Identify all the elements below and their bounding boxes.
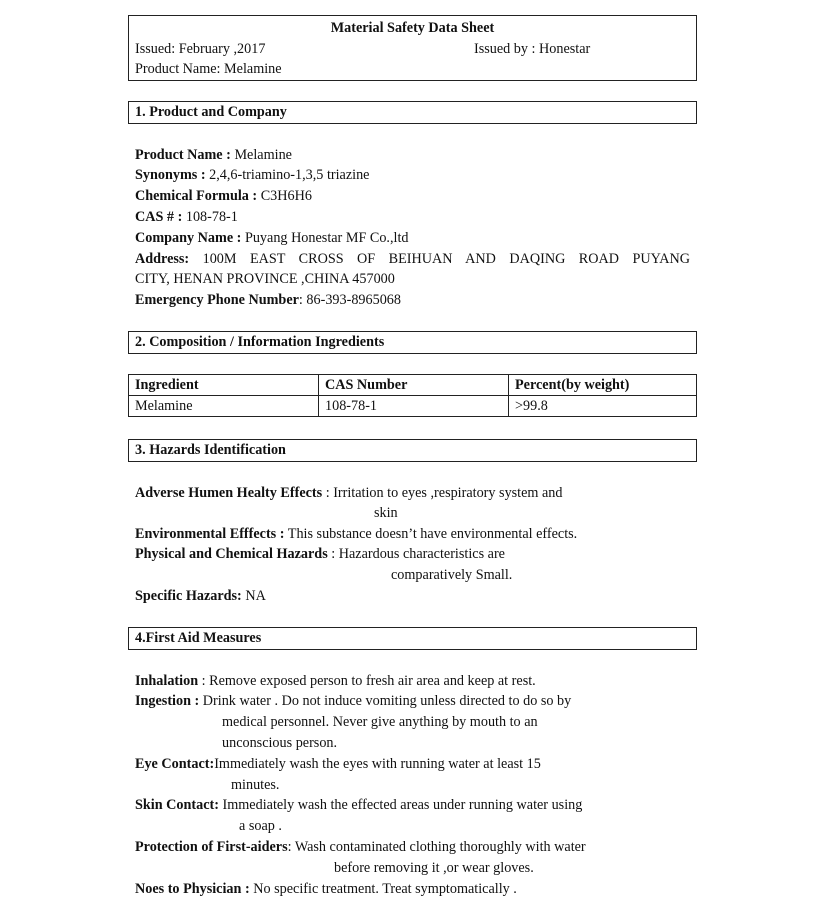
- emergency-phone-line: Emergency Phone Number: 86-393-8965068: [135, 292, 401, 308]
- product-name-line: Product Name : Melamine: [135, 147, 292, 163]
- adverse-effects-continuation: skin: [374, 505, 398, 521]
- chemical-formula-line: Chemical Formula : C3H6H6: [135, 188, 312, 204]
- company-name-line: Company Name : Puyang Honestar MF Co.,ltd: [135, 230, 409, 246]
- specific-hazards-line: Specific Hazards: NA: [135, 588, 266, 604]
- eye-contact-line: Eye Contact:Immediately wash the eyes with running water at least 15: [135, 756, 541, 772]
- table-row: [129, 396, 697, 417]
- column-cas-number: CAS Number: [319, 375, 509, 396]
- cell-percent: >99.8: [509, 396, 697, 417]
- cell-cas-number: 108-78-1: [319, 396, 509, 417]
- address-line: Address: 100M EAST CROSS OF BEIHUAN AND DAQING ROAD PUYANG: [135, 251, 691, 267]
- cell-ingredient: Melamine: [129, 396, 319, 417]
- synonyms-line: Synonyms : 2,4,6-triamino-1,3,5 triazine: [135, 167, 370, 183]
- skin-contact-continuation: a soap .: [239, 818, 282, 834]
- table-header-row: [129, 375, 697, 396]
- environmental-effects-line: Environmental Efffects : This substance doesn’t have environmental effects.: [135, 526, 578, 542]
- adverse-effects-line: Adverse Humen Healty Effects : Irritation to eyes ,respiratory system and: [135, 485, 563, 501]
- issued-date: Issued: February ,2017: [135, 41, 266, 57]
- section-4-heading: 4.First Aid Measures: [135, 630, 262, 646]
- skin-contact-line: Skin Contact: Immediately wash the effected areas under running water using: [135, 797, 583, 813]
- physical-chemical-hazards-line: Physical and Chemical Hazards : Hazardous characteristics are: [135, 546, 505, 562]
- physical-chemical-hazards-continuation: comparatively Small.: [391, 567, 513, 583]
- ingredients-table: [128, 374, 697, 417]
- address-line-2: CITY, HENAN PROVINCE ,CHINA 457000: [135, 271, 395, 287]
- issued-by: Issued by : Honestar: [474, 41, 591, 57]
- section-3-heading: 3. Hazards Identification: [135, 442, 286, 458]
- column-percent: Percent(by weight): [509, 375, 697, 396]
- protection-first-aiders-continuation: before removing it ,or wear gloves.: [334, 860, 534, 876]
- inhalation-line: Inhalation : Remove exposed person to fresh air area and keep at rest.: [135, 673, 536, 689]
- ingestion-continuation-1: medical personnel. Never give anything by mouth to an: [222, 714, 538, 730]
- ingestion-continuation-2: unconscious person.: [222, 735, 338, 751]
- header-product-name: Product Name: Melamine: [135, 61, 282, 77]
- cas-line: CAS # : 108-78-1: [135, 209, 238, 225]
- section-1-heading: 1. Product and Company: [135, 104, 287, 120]
- protection-first-aiders-line: Protection of First-aiders: Wash contaminated clothing thoroughly with water: [135, 839, 586, 855]
- document-title: Material Safety Data Sheet: [330, 20, 495, 36]
- ingestion-line: Ingestion : Drink water . Do not induce vomiting unless directed to do so by: [135, 693, 572, 709]
- eye-contact-continuation: minutes.: [231, 777, 280, 793]
- section-2-heading: 2. Composition / Information Ingredients: [135, 334, 385, 350]
- column-ingredient: Ingredient: [129, 375, 319, 396]
- notes-to-physician-line: Noes to Physician : No specific treatment. Treat symptomatically .: [135, 881, 517, 897]
